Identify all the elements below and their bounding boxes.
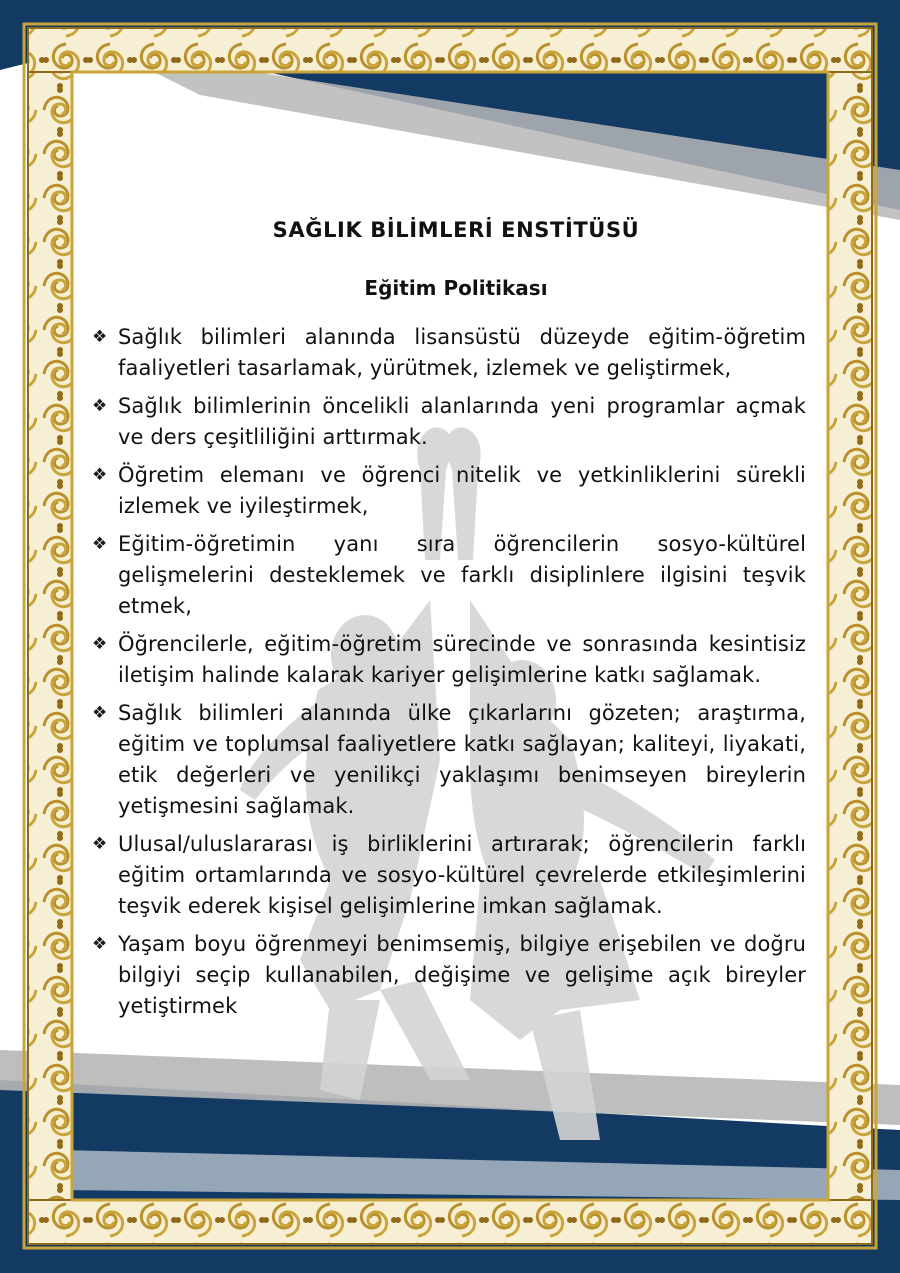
list-item (92, 391, 806, 453)
list-item (92, 629, 806, 691)
diamond-bullet-icon: ❖ (92, 534, 108, 554)
border-bottom (28, 1200, 872, 1244)
list-item-text: Sağlık bilimlerinin öncelikli alanlarında yeni programlar açmak ve ders çeşitliliğini arttırmak. (118, 394, 806, 449)
border-left (28, 72, 72, 1200)
list-item-text: Sağlık bilimleri alanında lisansüstü düzeyde eğitim-öğretim faaliyetleri tasarlamak, yürütmek, izlemek ve geliştirmek, (118, 325, 806, 380)
list-item (92, 460, 806, 522)
diamond-bullet-icon: ❖ (92, 396, 108, 416)
list-item (92, 322, 806, 384)
diamond-bullet-icon: ❖ (92, 934, 108, 954)
list-item (92, 698, 806, 822)
diamond-bullet-icon: ❖ (92, 634, 108, 654)
document-title: SAĞLIK BİLİMLERİ ENSTİTÜSÜ (272, 218, 640, 242)
diamond-bullet-icon: ❖ (92, 327, 108, 347)
diamond-bullet-icon: ❖ (92, 465, 108, 485)
list-item-text: Sağlık bilimleri alanında ülke çıkarlarını gözeten; araştırma, eğitim ve toplumsal faaliyetlere katkı sağlayan; kaliteyi, liyakati, etik değerleri ve yenilikçi yaklaşımı benimseyen bireylerin yetişmesini sağlamak. (118, 701, 806, 818)
border-right (828, 72, 872, 1200)
border-top (28, 28, 872, 72)
list-item-text: Öğretim elemanı ve öğrenci nitelik ve yetkinliklerini sürekli izlemek ve iyileştirmek, (118, 463, 806, 518)
diamond-bullet-icon: ❖ (92, 703, 108, 723)
list-item (92, 529, 806, 622)
document-subtitle: Eğitim Politikası (364, 276, 548, 300)
diamond-bullet-icon: ❖ (92, 834, 108, 854)
list-item-text: Ulusal/uluslararası iş birliklerini artırarak; öğrencilerin farklı eğitim ortamlarında ve sosyo-kültürel çevrelerde etkileşimlerini teşvik ederek kişisel gelişimlerine imkan sağlamak. (118, 832, 806, 918)
policy-document (92, 218, 806, 1029)
policy-list (92, 322, 806, 1022)
list-item-text: Eğitim-öğretimin yanı sıra öğrencilerin sosyo-kültürel gelişmelerini desteklemek ve farklı disiplinlere ilgisini teşvik etmek, (118, 532, 806, 618)
list-item (92, 929, 806, 1022)
list-item (92, 829, 806, 922)
list-item-text: Yaşam boyu öğrenmeyi benimsemiş, bilgiye erişebilen ve doğru bilgiyi seçip kullanabilen, değişime ve gelişime açık bireyler yetiştirmek (118, 932, 806, 1018)
list-item-text: Öğrencilerle, eğitim-öğretim sürecinde ve sonrasında kesintisiz iletişim halinde kalarak kariyer gelişimlerine katkı sağlamak. (118, 632, 806, 687)
